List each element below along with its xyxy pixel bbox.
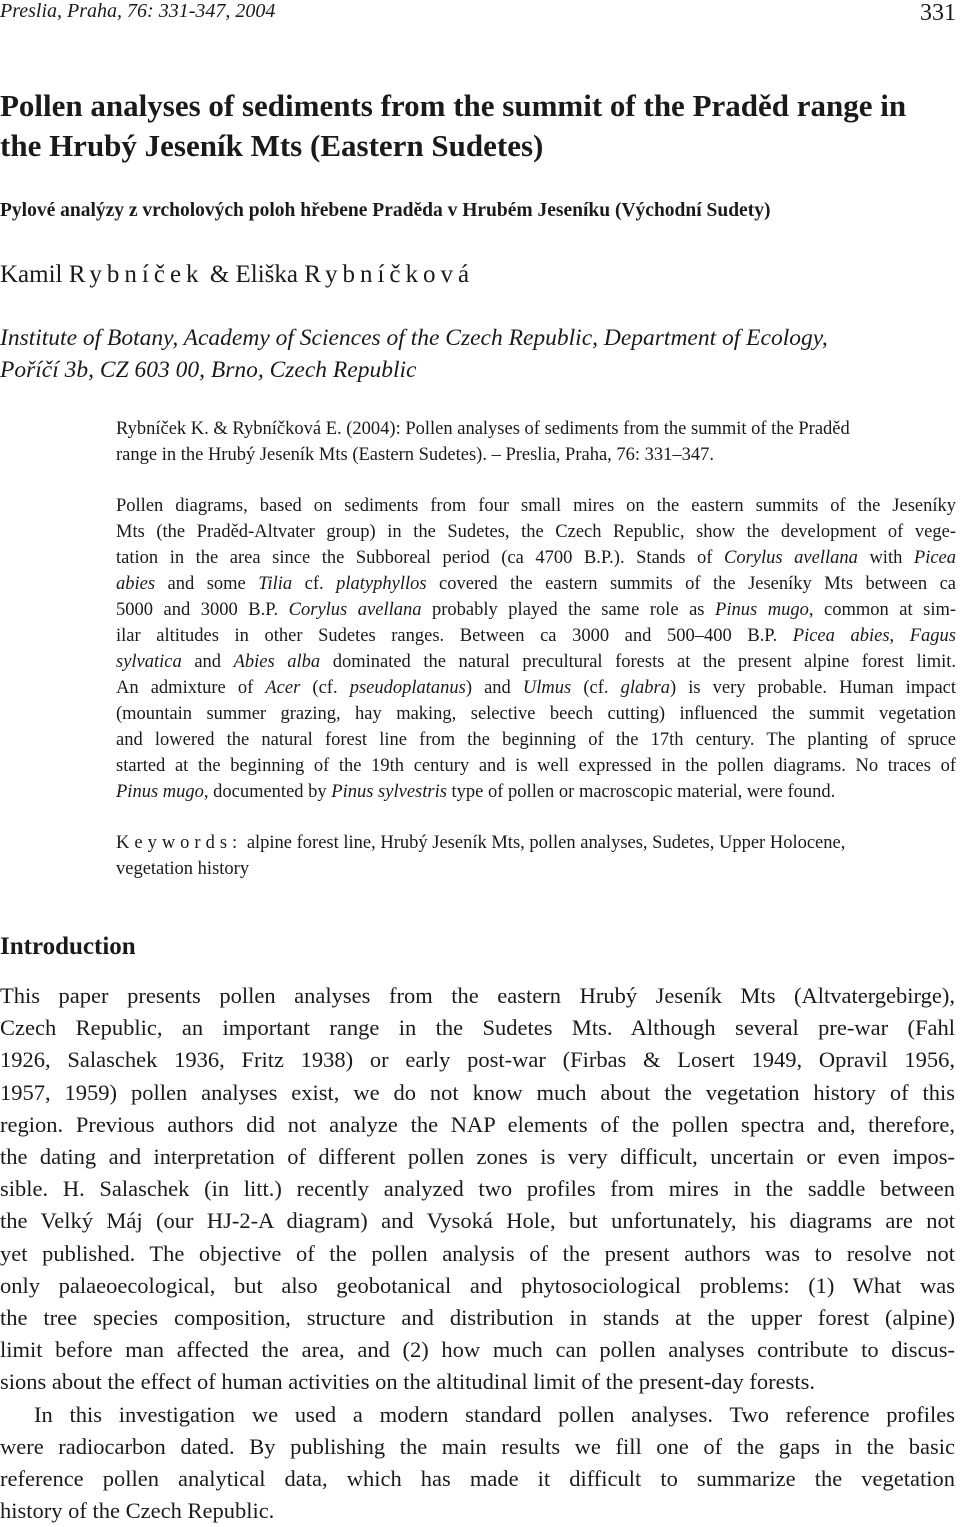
taxon-name: Picea [913, 548, 957, 568]
abstract-line: Pollen diagrams, based on sediments from four small mires on the eastern summits of the Jeseníky [116, 496, 956, 516]
body-line: yet published. The objective of the pollen analysis of the present authors was to resolve not [0, 1240, 955, 1266]
body-line: limit before man affected the area, and (2) how much can pollen analyses contribute to discus- [0, 1337, 955, 1363]
taxon-name: Corylus avellana [288, 600, 422, 620]
body-line: 1926, Salaschek 1936, Fritz 1938) or early post-war (Firbas & Losert 1949, Opravil 1956, [0, 1047, 955, 1073]
title-line: the Hrubý Jeseník Mts (Eastern Sudetes) [0, 128, 544, 163]
abstract-line: and lowered the natural forest line from the beginning of the 17th century. The planting of spruce [116, 730, 956, 750]
body-line: the Velký Máj (our HJ-2-A diagram) and Vysoká Hole, but unfortunately, his diagrams are not [0, 1208, 955, 1234]
taxon-name: Pinus mugo [116, 782, 204, 802]
taxon-name: Fagus [909, 626, 956, 646]
abstract-line: An admixture of Acer (cf. pseudoplatanus) and Ulmus (cf. glabra) is very probable. Human impact [116, 678, 957, 698]
abstract-line: abies and some Tilia cf. platyphyllos covered the eastern summits of the Jeseníky Mts between ca [116, 574, 957, 594]
keywords-line [116, 830, 956, 856]
body-line: history of the Czech Republic. [0, 1498, 275, 1524]
author-list [0, 258, 955, 292]
keywords-line: vegetation history [116, 859, 250, 879]
taxon-name: glabra [620, 678, 670, 698]
abstract-line: 5000 and 3000 B.P. Corylus avellana probably played the same role as Pinus mugo, common at sim- [116, 600, 957, 620]
body-line: the dating and interpretation of different pollen zones is very difficult, uncertain or even impos- [0, 1144, 955, 1170]
body-line: region. Previous authors did not analyze the NAP elements of the pollen spectra and, therefore, [0, 1111, 955, 1137]
body-line: reference pollen analytical data, which has made it difficult to summarize the vegetation [0, 1466, 955, 1492]
running-head [0, 0, 960, 26]
author-surname: Rybníčková [304, 261, 475, 288]
abstract-line: Pinus mugo, documented by Pinus sylvestris type of pollen or macroscopic material, were found. [116, 782, 836, 802]
taxon-name: Acer [265, 678, 301, 698]
body-line: sible. H. Salaschek (in litt.) recently analyzed two profiles from mires in the saddle between [0, 1176, 955, 1202]
paper-title [0, 86, 955, 166]
author-given-name: Eliška [235, 261, 299, 288]
keywords-list: alpine forest line, Hrubý Jeseník Mts, pollen analyses, Sudetes, Upper Holocene, [246, 833, 846, 853]
body-line: only palaeoecological, but also geobotanical and phytosociological problems: (1) What was [0, 1272, 955, 1298]
taxon-name: Abies alba [233, 652, 321, 672]
abstract-line: started at the beginning of the 19th century and is well expressed in the pollen diagrams. No traces of [116, 756, 956, 776]
author-surname: Rybníček [68, 261, 204, 288]
abstract-line: ilar altitudes in other Sudetes ranges. Between ca 3000 and 500–400 B.P. Picea abies, Fagus [116, 626, 956, 646]
body-line: Czech Republic, an important range in the Sudetes Mts. Although several pre-war (Fahl [0, 1015, 955, 1041]
citation-line: range in the Hrubý Jeseník Mts (Eastern Sudetes). – Preslia, Praha, 76: 331–347. [116, 445, 715, 465]
affiliation-line: Poříčí 3b, CZ 603 00, Brno, Czech Republic [0, 357, 417, 383]
czech-subtitle: Pylové analýzy z vrcholových poloh hřebene Praděda v Hrubém Jeseníku (Východní Sudety) [0, 200, 771, 221]
body-line: In this investigation we used a modern standard pollen analyses. Two reference profiles [34, 1401, 955, 1427]
paragraph [0, 1399, 955, 1527]
taxon-name: Pinus mugo [715, 600, 809, 620]
abstract-line: (mountain summer grazing, hay making, selective beech cutting) influenced the summit vegetation [116, 704, 956, 724]
taxon-name: Tilia [258, 574, 293, 594]
taxon-name: Corylus avellana [724, 548, 858, 568]
abstract-line: Mts (the Praděd-Altvater group) in the Sudetes, the Czech Republic, show the development of vege- [116, 522, 956, 542]
taxon-name: Ulmus [522, 678, 572, 698]
affiliation [0, 322, 955, 386]
title-line: Pollen analyses of sediments from the summit of the Praděd range in [0, 88, 907, 123]
abstract-line: tation in the area since the Subboreal period (ca 4700 B.P.). Stands of Corylus avellana with Picea [116, 548, 957, 568]
keywords-label: Keywords: [116, 833, 243, 853]
body-line: sions about the effect of human activities on the altitudinal limit of the present-day forests. [0, 1369, 815, 1395]
author-separator: & [209, 261, 230, 288]
taxon-name: pseudoplatanus [349, 678, 466, 698]
taxon-name: platyphyllos [336, 574, 427, 594]
taxon-name: Pinus sylvestris [331, 782, 447, 802]
taxon-name: Picea abies [792, 626, 890, 646]
keywords [116, 830, 956, 882]
page-number: 331 [920, 0, 956, 26]
body-line: 1957, 1959) pollen analyses exist, we do not know much about the vegetation history of this [0, 1079, 955, 1105]
abstract-line: sylvatica and Abies alba dominated the natural precultural forests at the present alpine forest limit. [116, 652, 957, 672]
abstract [116, 493, 956, 805]
body-line: the tree species composition, structure and distribution in stands at the upper forest (alpine) [0, 1305, 955, 1331]
section-heading-introduction: Introduction [0, 933, 136, 960]
taxon-name: sylvatica [116, 652, 182, 672]
affiliation-line: Institute of Botany, Academy of Sciences of the Czech Republic, Department of Ecology, [0, 325, 828, 351]
citation-line: Rybníček K. & Rybníčková E. (2004): Pollen analyses of sediments from the summit of the Praděd [116, 419, 850, 439]
author-given-name: Kamil [0, 261, 63, 288]
journal-reference: Preslia, Praha, 76: 331-347, 2004 [0, 0, 276, 22]
body-line: This paper presents pollen analyses from the eastern Hrubý Jeseník Mts (Altvatergebirge), [0, 983, 955, 1008]
citation [116, 416, 956, 468]
body-line: were radiocarbon dated. By publishing the main results we fill one of the gaps in the basic [0, 1433, 955, 1459]
taxon-name: abies [116, 574, 156, 594]
paragraph [0, 980, 955, 1399]
introduction-body [0, 980, 955, 1527]
